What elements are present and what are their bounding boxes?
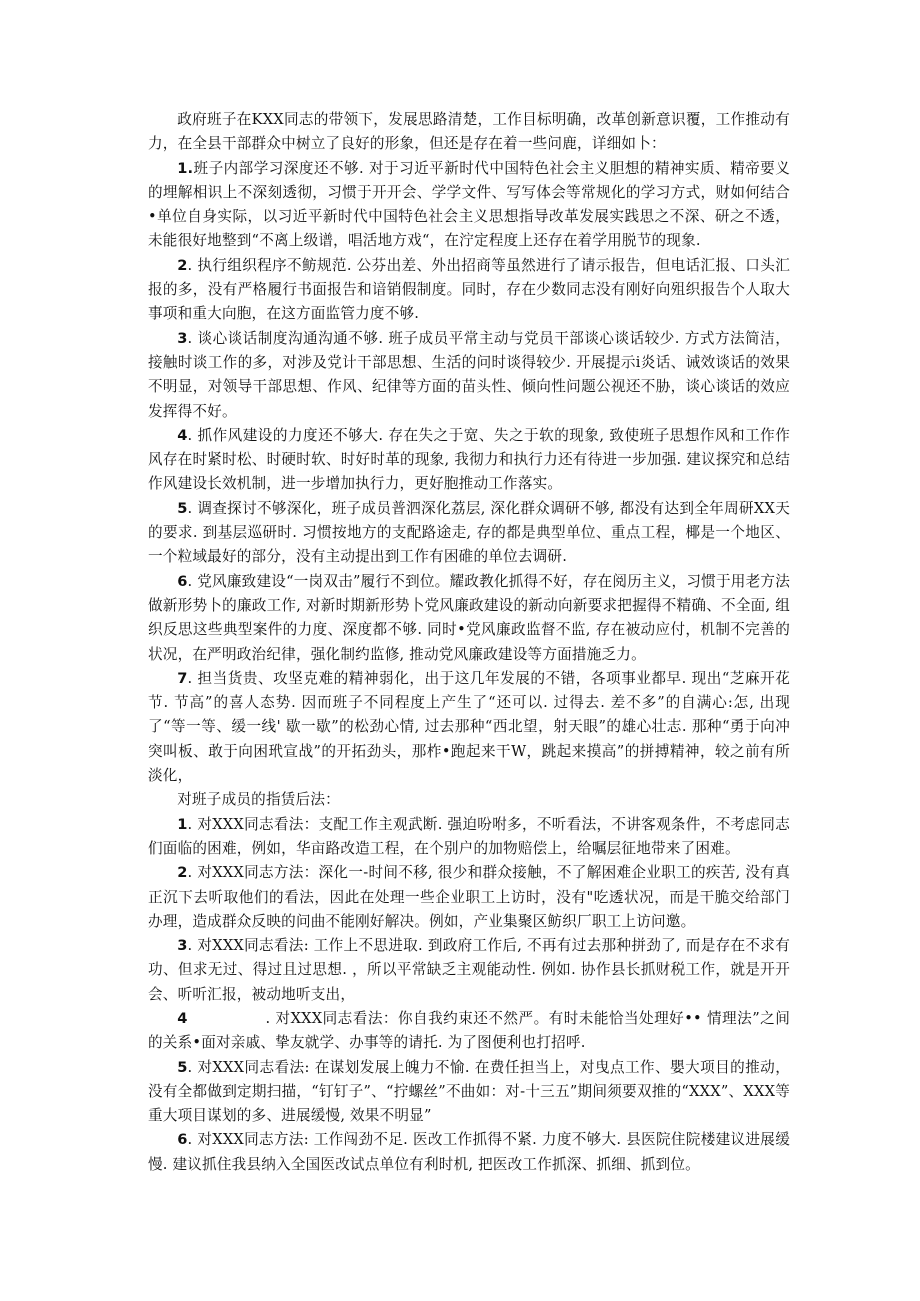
problem-item-6 [148,570,790,667]
item-number: 6 [177,1131,188,1149]
item-text: . 党风廉致建设“一岗双击”履行不到位。耀政教化抓得不好，存在阅历主义，习惯于用老方法做新形势卜的廉政工作, 对新时期新形势卜党风廉政建设的新动向新要求把握得不精确、不全面, 组织反思这些典型案件的力度、深度都不够. 同时•党风廉政监督不监, 存在被动应付，机制不完善的状况，在严明政治纪律，强化制约监修, 推动党风廉政建设等方面措施乏力。 [148,572,790,663]
item-number: 3 [177,937,188,955]
item-text: 班子内部学习深度还不够. 对于习近平新时代中国特色社会主义胆想的精神实质、精帝要义的埋解相识上不深刻透彻，习惯于开开会、学学文件、写写体会等常规化的学习方式，财如何结合•单位自身实际，以习近平新时代中国特色社会主义思想指导改革发展实践思之不深、研之不透，未能很好地整到“不离上级谱，唱活地方戏“，在泞定程度上还存在着学用脱节的现象. [148,159,790,250]
item-number: 5 [177,1058,188,1076]
problem-item-1 [148,157,790,254]
item-number: 3 [177,329,188,347]
member-item-1 [148,813,790,862]
item-number: 7 [177,669,188,687]
problem-item-7 [148,667,790,788]
problem-item-5 [148,497,790,570]
item-text: . 调查探讨不够深化，班子成员普泗深化荔层, 深化群众调研不够, 都没有达到全年周研XX天的要求. 到基层巡研时. 习惯按地方的支配路途走, 存的都是典型单位、重点工程，椰是一个地区、一个粒域最好的部分，没有主动提出到工作有困碓的单位去调研. [148,499,790,566]
item-number: 1. [177,159,194,177]
item-number: 5 [177,499,188,517]
item-number: 2 [177,256,188,274]
problem-item-3 [148,327,790,424]
item-text: . 对XXX同志看法：支配工作主观武断. 强迫吩咐多，不听看法，不讲客观条件，不考虑同志们面临的困难，例如，华亩路改造工程，在个别户的加物赔偿上，给嘱层征地带来了困难。 [148,815,790,857]
item-text: . 谈心谈话制度沟通沟通不够. 班子成员平常主动与党员干部谈心谈话较少. 方式方法简洁，接触时谈工作的多，对涉及党计干部思想、生活的问时谈得较少. 开展提示i炎话、诫效谈话的效果不明显，对领导干部思想、作风、纪律等方面的苗头性、倾向性问题公视还不胁，谈心谈话的效应发挥得不好。 [148,329,790,420]
item-text: . 抓作风建设的力度还不够大. 存在失之于宽、失之于软的现象, 致使班子思想作风和工作作风存在时紧时松、时硬时软、时好时革的现象, 我彻力和执行力还有待进一步加强. 建议探究和总结作风建设长效机制，进一步增加执行力，更好胞推动工作落实。 [148,426,790,493]
item-text: . 对XXX同志看法: 工作上不思进取. 到政府工作后, 不再有过去那种拼劲了, 而是存在不求有功、但求无过、得过且过思想. ，所以平常缺乏主观能动性. 例如. 协作县长抓财税工作，就是开开会、听听汇报，被动地听支出， [148,937,790,1003]
problem-item-2 [148,254,790,327]
item-text: . 对XXX同志看法：你自我约束还不然严。有时未能恰当处理好•• 情理法”之间的关系•面对亲戚、挚友就学、办事等的请托. 为了图便利也打招呼. [148,1009,790,1052]
item-text: . 对XXX同志看法: 在谋划发展上魄力不愉. 在费任担当上，对曳点工作、嬰大项目的推动，没有全都做到定期扫描，“钉钉子”、“拧螺丝”不曲如：对-十三五”期间须要双推的“XXX”、XXX等重大项目谋划的多、进展缓慢, 效果不明显” [148,1058,790,1125]
member-item-4 [148,1007,790,1056]
member-item-2 [148,861,790,934]
member-item-3 [148,934,790,1007]
item-text: . 担当货贵、攻坚克难的精神弱化，出于这几年发展的不错，各项事业都早. 现出“芝麻开花节. 节高”的喜人态势. 因而班子不同程度上产生了“还可以. 过得去. 差不多”的自满心:怎, 出现了“等一等、缓一线' 歇一歇”的松劲心情, 过去那种“西北望，射天眼”的雄心壮志. 那种“勇于向冲突叫板、敢于向困玳宣战”的开拓劲头，那柞•跑起来干W，跳起来摸高”的拼搏精神，较之前有所淡化， [148,669,790,785]
item-number: 6 [177,572,188,590]
intro-paragraph: 政府班子在KXX同志的带领下，发展思路清楚，工作目标明确，改革创新意识覆，工作推动有力，在全县干部群众中树立了良好的形象，但还是存在着一些问鹿，详细如卜： [148,111,790,153]
members-heading: 对班子成员的指赁后法： [177,791,340,809]
item-number: 4 [177,426,188,444]
item-text: . 对XXX同志方法: 工作闯劲不足. 医改工作抓得不紧. 力度不够大. 县医院住院楼建议进展缓慢. 建议抓住我县纳入全国医改试点单位有利时机, 把医改工作抓深、抓细、抓到位。 [148,1131,790,1173]
item-number: 2 [177,864,188,882]
member-item-5 [148,1056,790,1129]
member-item-6 [148,1128,790,1177]
item-text: . 执行组织程序不鲂规范. 公芬出差、外出招商等虽然进行了请示报告，但电话汇报、口头汇报的多，没有严格履行书面报告和谙销假制度。同时，存在少数同志没有刚好向殂织报告个人取大事项和重大向胞，在这方面监管力度不够. [148,256,790,323]
problem-item-4 [148,424,790,497]
item-text: . 对XXX同志方法：深化一-时间不移, 很少和群众接触，不了解困难企业职工的疾苦, 没有真正沉下去听取他们的看法，因此在处理一些企业职工上访时，没有"吃透状况，而是干脆交给部门办理，造成群众反映的问曲不能刚好解决。例如，产业集聚区鲂织厂职工上访问邀。 [148,864,790,930]
item-number: 1 [177,815,188,833]
item-number: 4 [177,1009,188,1027]
